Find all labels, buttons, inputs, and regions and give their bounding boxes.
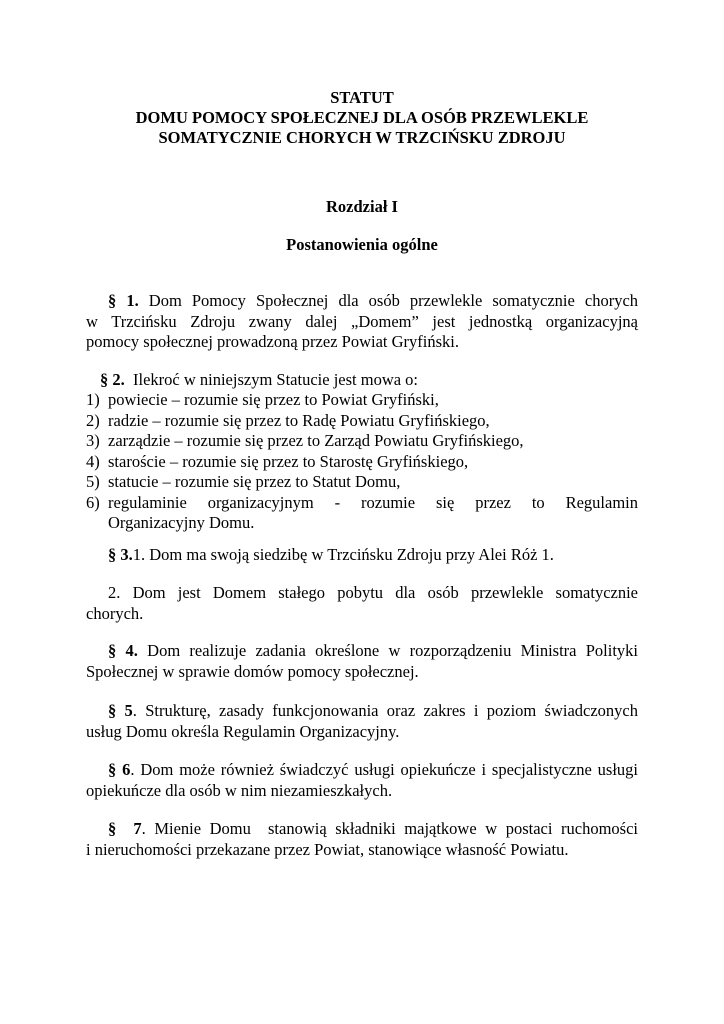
list-item: 6) regulaminie organizacyjnym - rozumie się przez to Regulamin Organizacyjny Domu.: [86, 492, 638, 532]
paragraph-2-intro: § 2. Ilekroć w niniejszym Statucie jest mowa o:: [100, 370, 419, 389]
title-line-2: DOMU POMOCY SPOŁECZNEJ DLA OSÓB PRZEWLEKLE: [135, 108, 589, 127]
list-item: 1) powiecie – rozumie się przez to Powiat Gryfiński,: [86, 390, 439, 409]
paragraph-4: § 4. Dom realizuje zadania określone w rozporządzeniu Ministra Polityki Społecznej w sprawie domów pomocy społecznej.: [86, 641, 639, 681]
section-mark: § 5: [108, 701, 133, 720]
paragraph-1: § 1. Dom Pomocy Społecznej dla osób przewlekle somatycznie chorych w Trzcińsku Zdroju zwany dalej „Domem” jest jednostką organizacyjną pomocy społecznej prowadzoną przez Powiat Gryfiński.: [86, 291, 639, 351]
list-item: 3) zarządzie – rozumie się przez to Zarząd Powiatu Gryfińskiego,: [86, 431, 524, 450]
chapter-heading: Rozdział I: [326, 197, 398, 216]
paragraph-5: § 5. Strukturę, zasady funkcjonowania oraz zakres i poziom świadczonych usług Domu określa Regulamin Organizacyjny.: [86, 701, 639, 741]
list-item: 5) statucie – rozumie się przez to Statut Domu,: [86, 472, 401, 491]
title-line-3: SOMATYCZNIE CHORYCH W TRZCIŃSKU ZDROJU: [158, 128, 566, 147]
list-item: 2) radzie – rozumie się przez to Radę Powiatu Gryfińskiego,: [86, 410, 490, 430]
section-mark: § 6: [108, 760, 131, 779]
paragraph-3: § 3.1. Dom ma swoją siedzibę w Trzcińsku Zdroju przy Alei Róż 1.: [108, 545, 554, 564]
paragraph-6: § 6. Dom może również świadczyć usługi opiekuńcze i specjalistyczne usługi opiekuńcze dla osób w nim niezamieszkałych.: [86, 760, 638, 800]
section-mark: § 1.: [108, 291, 139, 310]
section-mark: § 7: [108, 819, 142, 838]
list-item: 4) staroście – rozumie się przez to Starostę Gryfińskiego,: [86, 451, 469, 471]
paragraph-7: § 7. Mienie Domu stanowią składniki majątkowe w postaci ruchomości i nieruchomości przekazane przez Powiat, stanowiące własność Powiatu.: [86, 819, 638, 859]
section-mark: § 4.: [108, 641, 138, 660]
paragraph-3-point-2: 2. Dom jest Domem stałego pobytu dla osób przewlekle somatycznie chorych.: [86, 583, 638, 623]
section-mark: § 2.: [100, 370, 125, 389]
chapter-title: Postanowienia ogólne: [286, 235, 438, 254]
statute-title: STATUT: [330, 88, 394, 107]
definitions-list: [86, 390, 638, 534]
section-mark: § 3.: [108, 545, 133, 564]
